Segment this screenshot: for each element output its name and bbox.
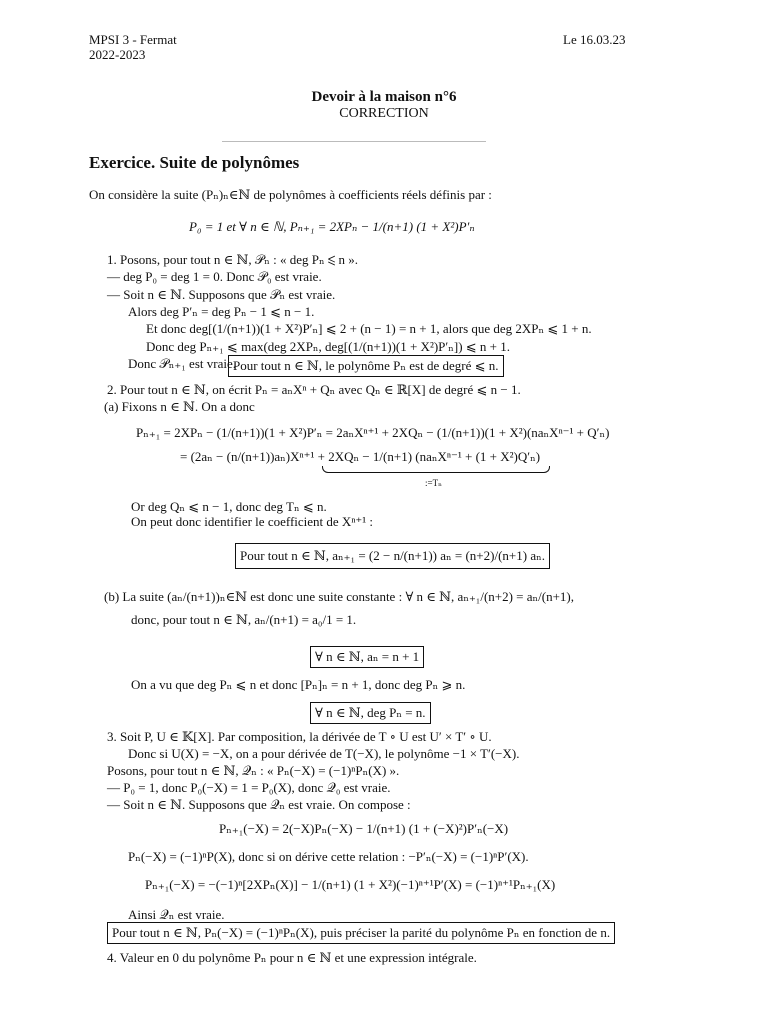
q1-line: Donc deg Pₙ₊₁ ⩽ max(deg 2XPₙ, deg[(1/(n+1))(1 + X²)P′ₙ]) ⩽ n + 1.: [146, 339, 511, 354]
page-title: Devoir à la maison n°6: [311, 89, 457, 105]
q2a-or-line: Or deg Qₙ ⩽ n − 1, donc deg Tₙ ⩽ n.: [131, 499, 327, 514]
definition-formula: P₀ = 1 et ∀ n ∈ ℕ, Pₙ₊₁ = 2XPₙ − 1/(n+1) (1 + X²)P′ₙ: [189, 219, 475, 234]
date: Le 16.03.23: [563, 32, 626, 47]
page-subtitle: CORRECTION: [339, 106, 429, 121]
q3-line: Donc si U(X) = −X, on a pour dérivée de T(−X), le polynôme −1 × T′(−X).: [128, 746, 520, 761]
q1-line: — deg P₀ = deg 1 = 0. Donc 𝒫₀ est vraie.: [107, 269, 322, 284]
q1-line: Donc 𝒫ₙ₊₁ est vraie.: [128, 356, 236, 371]
q2a-equation-2: = (2aₙ − (n/(n+1))aₙ)Xⁿ⁺¹ + 2XQₙ − 1/(n+1) (naₙXⁿ⁻¹ + (1 + X²)Q′ₙ): [180, 449, 541, 464]
q3-line: — P₀ = 1, donc P₀(−X) = 1 = P₀(X), donc 𝒬₀ est vraie.: [107, 780, 391, 795]
section-heading: Exercice. Suite de polynômes: [89, 153, 300, 172]
q1-line: Alors deg P′ₙ = deg Pₙ − 1 ⩽ n − 1.: [128, 304, 315, 319]
q2b-result-box: ∀ n ∈ ℕ, aₙ = n + 1: [310, 646, 424, 668]
q3-line: 3. Soit P, U ∈ 𝕂[X]. Par composition, la dérivée de T ∘ U est U′ × T′ ∘ U.: [107, 729, 492, 744]
q2a-equation-1: Pₙ₊₁ = 2XPₙ − (1/(n+1))(1 + X²)P′ₙ = 2aₙXⁿ⁺¹ + 2XQₙ − (1/(n+1))(1 + X²)(naₙXⁿ⁻¹ + Q′ₙ): [136, 425, 610, 440]
q1-line: — Soit n ∈ ℕ. Supposons que 𝒫ₙ est vraie.: [107, 287, 336, 302]
q2a-identify: On peut donc identifier le coefficient de Xⁿ⁺¹ :: [131, 514, 374, 529]
q1-result-box: Pour tout n ∈ ℕ, le polynôme Pₙ est de degré ⩽ n.: [228, 355, 504, 377]
degree-result-box: ∀ n ∈ ℕ, deg Pₙ = n.: [310, 702, 431, 724]
q2a-intro: (a) Fixons n ∈ ℕ. On a donc: [104, 399, 255, 414]
brace-label: :=Tₙ: [425, 478, 442, 488]
q1-line: Et donc deg[(1/(n+1))(1 + X²)P′ₙ] ⩽ 2 + (n − 1) = n + 1, alors que deg 2XPₙ ⩽ 1 + n.: [146, 321, 592, 336]
intro-text: On considère la suite (Pₙ)ₙ∈ℕ de polynômes à coefficients réels définis par :: [89, 187, 492, 202]
q1-line: 1. Posons, pour tout n ∈ ℕ, 𝒫ₙ : « deg Pₙ ⩽ n ».: [107, 252, 358, 267]
q2b-line: (b) La suite (aₙ/(n+1))ₙ∈ℕ est donc une suite constante : ∀ n ∈ ℕ, aₙ₊₁/(n+2) = aₙ/(n+1),: [104, 589, 575, 604]
school-year: 2022-2023: [89, 47, 146, 62]
q3-derive: Pₙ(−X) = (−1)ⁿP(X), donc si on dérive cette relation : −P′ₙ(−X) = (−1)ⁿP′(X).: [128, 849, 529, 864]
q2a-result-box: Pour tout n ∈ ℕ, aₙ₊₁ = (2 − n/(n+1)) aₙ = (n+2)/(n+1) aₙ.: [235, 543, 550, 569]
q3-line: Posons, pour tout n ∈ ℕ, 𝒬ₙ : « Pₙ(−X) = (−1)ⁿPₙ(X) ».: [107, 763, 400, 778]
q3-equation-1: Pₙ₊₁(−X) = 2(−X)Pₙ(−X) − 1/(n+1) (1 + (−X)²)P′ₙ(−X): [219, 821, 509, 836]
class-name: MPSI 3 - Fermat: [89, 32, 177, 47]
q3-ainsi: Ainsi 𝒬ₙ est vraie.: [128, 907, 225, 922]
q3-equation-2: Pₙ₊₁(−X) = −(−1)ⁿ[2XPₙ(X)] − 1/(n+1) (1 + X²)(−1)ⁿ⁺¹P′(X) = (−1)ⁿ⁺¹Pₙ₊₁(X): [145, 877, 556, 892]
underbrace: [322, 466, 550, 473]
q3-result-box: Pour tout n ∈ ℕ, Pₙ(−X) = (−1)ⁿPₙ(X), puis préciser la parité du polynôme Pₙ en fonction de n.: [107, 922, 615, 944]
q2-intro: 2. Pour tout n ∈ ℕ, on écrit Pₙ = aₙXⁿ + Qₙ avec Qₙ ∈ ℝ[X] de degré ⩽ n − 1.: [107, 382, 521, 397]
q2b-line: donc, pour tout n ∈ ℕ, aₙ/(n+1) = a₀/1 = 1.: [131, 612, 357, 627]
title-divider: [222, 141, 486, 142]
q3-line: — Soit n ∈ ℕ. Supposons que 𝒬ₙ est vraie. On compose :: [107, 797, 411, 812]
q4-line: 4. Valeur en 0 du polynôme Pₙ pour n ∈ ℕ et une expression intégrale.: [107, 950, 477, 965]
q2b-seen: On a vu que deg Pₙ ⩽ n et donc [Pₙ]ₙ = n + 1, donc deg Pₙ ⩾ n.: [131, 677, 466, 692]
